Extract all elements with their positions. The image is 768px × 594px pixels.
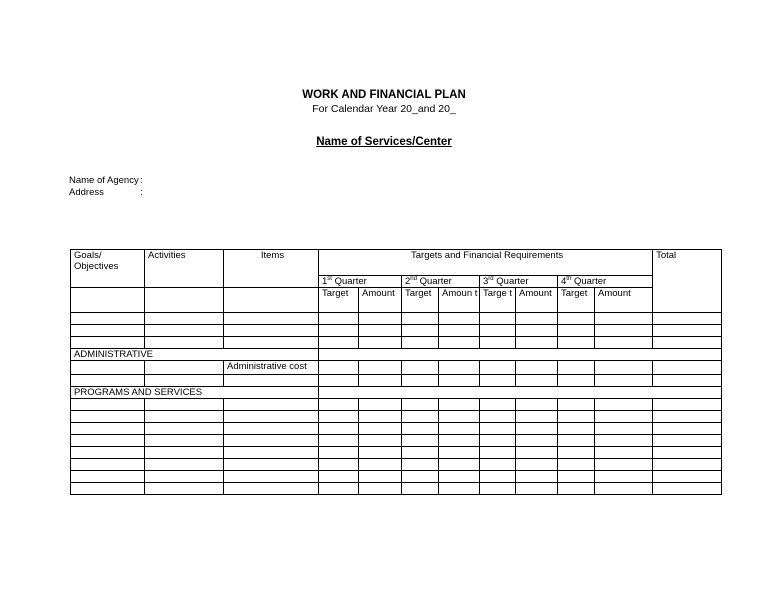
table-cell [145, 423, 224, 435]
administrative-blank [319, 349, 722, 361]
table-cell [402, 375, 439, 387]
table-cell [516, 313, 558, 325]
header-row [71, 250, 722, 276]
table-cell [480, 337, 516, 349]
header-targets: Targets and Financial Requirements [319, 250, 653, 276]
table-cell [558, 411, 595, 423]
table-cell [319, 411, 359, 423]
table-cell [319, 471, 359, 483]
table-cell [595, 471, 653, 483]
table-cell [145, 399, 224, 411]
table-cell [439, 423, 480, 435]
table-cell [558, 471, 595, 483]
table-cell [595, 423, 653, 435]
table-row [71, 325, 722, 337]
table-cell [359, 313, 402, 325]
table-cell [359, 399, 402, 411]
table-cell [402, 435, 439, 447]
table-cell [402, 337, 439, 349]
table-cell [145, 361, 224, 375]
table-cell [558, 483, 595, 495]
table-cell [71, 313, 145, 325]
table-cell [71, 411, 145, 423]
table-cell [71, 361, 145, 375]
table-cell [359, 325, 402, 337]
table-cell [558, 337, 595, 349]
subheader-cell: Target [402, 288, 439, 313]
table-cell [439, 325, 480, 337]
quarter-3-header: 3rd Quarter [480, 276, 558, 288]
table-cell [359, 447, 402, 459]
table-cell [145, 411, 224, 423]
agency-name-label: Name of Agency [69, 175, 139, 186]
table-cell [558, 313, 595, 325]
table-cell [224, 325, 319, 337]
table-cell [595, 337, 653, 349]
table-cell [145, 435, 224, 447]
table-cell [145, 447, 224, 459]
table-cell [402, 325, 439, 337]
table-row [71, 447, 722, 459]
table-cell [516, 337, 558, 349]
table-cell [402, 411, 439, 423]
table-cell [558, 325, 595, 337]
subheader-row [71, 288, 722, 313]
table-cell [516, 459, 558, 471]
table-cell [439, 361, 480, 375]
table-cell [480, 447, 516, 459]
table-cell [71, 399, 145, 411]
table-cell [71, 337, 145, 349]
table-cell [145, 313, 224, 325]
table-cell [480, 435, 516, 447]
table-cell [653, 325, 722, 337]
table-cell [402, 447, 439, 459]
subheader-cell: Targe t [480, 288, 516, 313]
table-cell [653, 471, 722, 483]
table-cell [480, 375, 516, 387]
table-cell [653, 459, 722, 471]
header-items: Items [224, 250, 319, 288]
table-cell [558, 423, 595, 435]
document-title: WORK AND FINANCIAL PLAN [302, 89, 466, 101]
administrative-section-row [71, 349, 722, 361]
table-cell [516, 435, 558, 447]
table-row [71, 375, 722, 387]
table-cell [402, 423, 439, 435]
table-cell [224, 483, 319, 495]
table-cell [653, 337, 722, 349]
table-cell [653, 423, 722, 435]
table-cell [359, 411, 402, 423]
table-cell [319, 459, 359, 471]
table-cell [319, 447, 359, 459]
table-cell [71, 483, 145, 495]
table-cell [558, 435, 595, 447]
address-colon: : [140, 187, 143, 198]
table-cell [224, 423, 319, 435]
table-cell [595, 361, 653, 375]
table-row [71, 423, 722, 435]
programs-label: PROGRAMS AND SERVICES [71, 387, 319, 399]
table-cell [653, 361, 722, 375]
table-cell [71, 325, 145, 337]
subheader-cell: Target [558, 288, 595, 313]
table-cell [516, 483, 558, 495]
table-cell [71, 423, 145, 435]
subheader-cell: Amount [516, 288, 558, 313]
table-cell [480, 459, 516, 471]
table-row [71, 435, 722, 447]
table-cell [402, 361, 439, 375]
table-cell [595, 483, 653, 495]
administrative-label: ADMINISTRATIVE [71, 349, 319, 361]
table-cell [71, 375, 145, 387]
subheader-items-blank [224, 288, 319, 313]
agency-name-field [69, 175, 143, 186]
table-cell [439, 447, 480, 459]
table-cell [558, 447, 595, 459]
services-center-heading: Name of Services/Center [316, 136, 452, 148]
table-cell [439, 313, 480, 325]
table-cell [480, 361, 516, 375]
table-cell [224, 337, 319, 349]
subheader-cell: Amoun t [439, 288, 480, 313]
table-cell [319, 483, 359, 495]
table-cell [359, 337, 402, 349]
table-cell [480, 483, 516, 495]
table-cell [359, 459, 402, 471]
table-cell [402, 399, 439, 411]
header-total: Total [653, 250, 722, 313]
table-cell [402, 471, 439, 483]
header-goals: Goals/ Objectives [71, 250, 145, 288]
quarter-4-header: 4th Quarter [558, 276, 653, 288]
programs-section-row [71, 387, 722, 399]
document-subtitle: For Calendar Year 20_and 20_ [312, 103, 456, 115]
table-cell [653, 447, 722, 459]
table-cell [319, 337, 359, 349]
table-cell [224, 313, 319, 325]
address-label: Address [69, 187, 104, 198]
table-cell [653, 435, 722, 447]
table-cell [516, 325, 558, 337]
table-cell [359, 471, 402, 483]
table-cell [145, 375, 224, 387]
table-cell [439, 337, 480, 349]
table-row [71, 411, 722, 423]
table-cell [516, 411, 558, 423]
table-cell [319, 375, 359, 387]
table-cell [224, 435, 319, 447]
table-cell [359, 361, 402, 375]
table-cell [402, 459, 439, 471]
administrative-cost-cell: Administrative cost [224, 361, 319, 375]
table-cell [653, 313, 722, 325]
table-cell [595, 313, 653, 325]
table-cell [359, 375, 402, 387]
table-cell [71, 471, 145, 483]
table-cell [480, 411, 516, 423]
subheader-cell: Target [319, 288, 359, 313]
table-cell [439, 459, 480, 471]
address-field [69, 187, 143, 198]
table-cell [595, 447, 653, 459]
table-cell [558, 375, 595, 387]
subheader-goals-blank [71, 288, 145, 313]
table-row [71, 337, 722, 349]
table-cell [319, 423, 359, 435]
subheader-activities-blank [145, 288, 224, 313]
table-cell [439, 375, 480, 387]
table-cell [595, 459, 653, 471]
table-cell [595, 375, 653, 387]
agency-colon: : [140, 175, 143, 186]
table-cell [402, 313, 439, 325]
table-row [71, 483, 722, 495]
table-cell [71, 459, 145, 471]
table-cell [653, 399, 722, 411]
table-cell [439, 411, 480, 423]
table-cell [595, 411, 653, 423]
table-cell [319, 313, 359, 325]
table-cell [224, 447, 319, 459]
table-cell [224, 375, 319, 387]
table-cell [224, 459, 319, 471]
table-cell [516, 399, 558, 411]
header-activities: Activities [145, 250, 224, 288]
table-cell [558, 399, 595, 411]
table-cell [359, 435, 402, 447]
quarter-1-header: 1st Quarter [319, 276, 402, 288]
table-cell [71, 435, 145, 447]
table-row [71, 313, 722, 325]
table-cell [145, 483, 224, 495]
table-cell [439, 399, 480, 411]
table-row [71, 399, 722, 411]
table-cell [558, 459, 595, 471]
table-cell [480, 399, 516, 411]
table-cell [595, 325, 653, 337]
table-cell [319, 435, 359, 447]
table-cell [439, 483, 480, 495]
quarter-2-header: 2nd Quarter [402, 276, 480, 288]
table-cell [653, 483, 722, 495]
table-cell [224, 411, 319, 423]
table-cell [145, 459, 224, 471]
table-cell [516, 375, 558, 387]
table-cell [516, 423, 558, 435]
table-row [71, 471, 722, 483]
table-cell [516, 361, 558, 375]
table-cell [480, 325, 516, 337]
table-cell [359, 423, 402, 435]
subheader-cell: Amount [359, 288, 402, 313]
table-cell [319, 325, 359, 337]
table-cell [145, 471, 224, 483]
table-cell [145, 325, 224, 337]
programs-blank [319, 387, 722, 399]
table-cell [224, 399, 319, 411]
table-cell [402, 483, 439, 495]
administrative-cost-row [71, 361, 722, 375]
table-cell [653, 375, 722, 387]
table-cell [480, 471, 516, 483]
table-cell [319, 399, 359, 411]
table-cell [480, 423, 516, 435]
table-cell [319, 361, 359, 375]
work-financial-plan-table [70, 249, 722, 495]
table-cell [653, 411, 722, 423]
table-cell [595, 399, 653, 411]
subheader-cell: Amount [595, 288, 653, 313]
table-cell [516, 447, 558, 459]
table-cell [439, 435, 480, 447]
table-cell [71, 447, 145, 459]
table-cell [595, 435, 653, 447]
table-cell [439, 471, 480, 483]
table-cell [145, 337, 224, 349]
table-row [71, 459, 722, 471]
table-cell [224, 471, 319, 483]
table-cell [558, 361, 595, 375]
table-cell [516, 471, 558, 483]
table-cell [480, 313, 516, 325]
table-cell [359, 483, 402, 495]
